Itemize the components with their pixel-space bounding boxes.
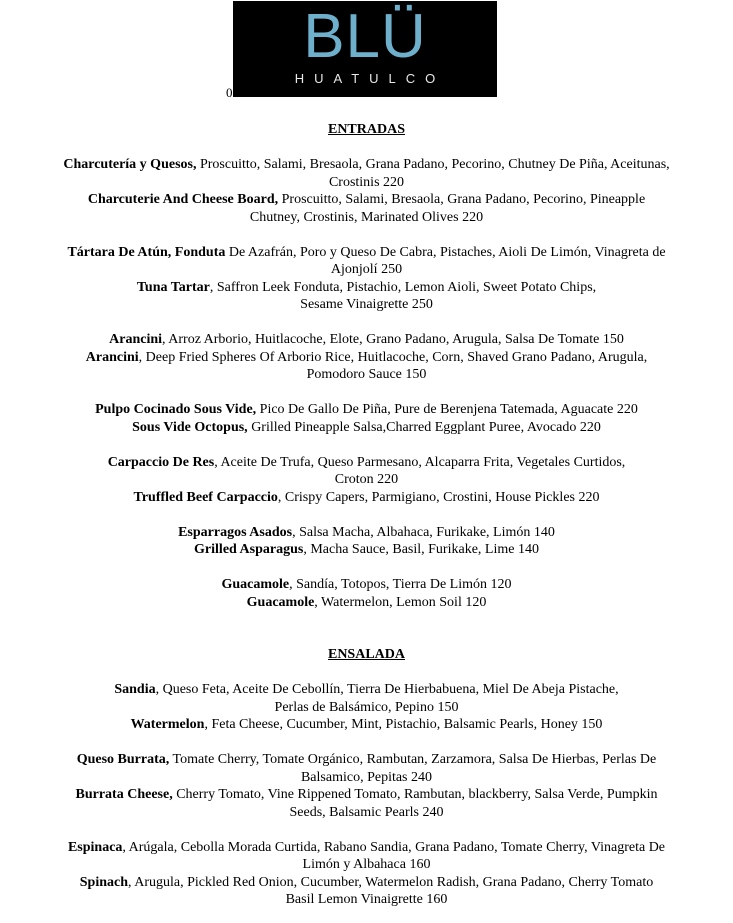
menu-item-line xyxy=(30,769,703,787)
menu-item-line xyxy=(30,296,703,314)
menu-item-line xyxy=(30,489,703,507)
item-spacer xyxy=(0,506,733,524)
dish-description: , Macha Sauce, Basil, Furikake, Lime 140 xyxy=(303,542,539,557)
menu-item-line xyxy=(30,891,703,909)
dish-description: Perlas de Balsámico, Pepino 150 xyxy=(274,699,459,715)
menu-item-line xyxy=(30,366,703,384)
menu-item xyxy=(0,156,733,226)
section-spacer xyxy=(0,629,733,647)
section-spacer xyxy=(0,611,733,629)
dish-name: Spinach xyxy=(79,874,129,890)
menu-item-line xyxy=(30,786,703,804)
menu-item-line xyxy=(30,209,703,227)
menu-item-line xyxy=(30,454,703,472)
menu-item-line xyxy=(30,156,703,174)
menu-item xyxy=(0,244,733,314)
menu-item-line xyxy=(30,471,703,489)
menu-item-line xyxy=(30,349,703,367)
dish-description: , Sandía, Totopos, Tierra De Limón 120 xyxy=(289,577,512,592)
menu-item-line xyxy=(30,419,703,437)
dish-description: Limón y Albahaca 160 xyxy=(302,857,431,872)
dish-description: Balsamico, Pepitas 240 xyxy=(300,769,433,785)
dish-description: , Watermelon, Lemon Soil 120 xyxy=(314,594,487,610)
menu-document xyxy=(0,121,733,909)
dish-description: Cherry Tomato, Vine Rippened Tomato, Rambutan, blackberry, Salsa Verde, Pumpkin xyxy=(172,787,658,802)
item-spacer xyxy=(0,436,733,454)
section-title: ENSALADA xyxy=(327,647,405,662)
menu-item-line xyxy=(30,191,703,209)
dish-name: Pulpo Cocinado Sous Vide, xyxy=(95,402,257,417)
dish-description: Pomodoro Sauce 150 xyxy=(306,367,427,382)
dish-name: Truffled Beef Carpaccio xyxy=(133,489,278,505)
dish-description: Croton 220 xyxy=(334,472,399,487)
dish-name: Arancini xyxy=(85,349,139,365)
item-spacer xyxy=(0,314,733,332)
blu-huatulco-logo xyxy=(233,1,497,97)
title-spacer xyxy=(0,664,733,682)
menu-item xyxy=(0,681,733,734)
dish-description: , Salsa Macha, Albahaca, Furikake, Limón 140 xyxy=(292,524,555,540)
dish-description: Basil Lemon Vinaigrette 160 xyxy=(285,892,448,907)
menu-item-line xyxy=(30,804,703,822)
dish-description: , Aceite De Trufa, Queso Parmesano, Alcaparra Frita, Vegetales Curtidos, xyxy=(214,454,626,470)
section-title: ENTRADAS xyxy=(327,122,405,137)
menu-item-line xyxy=(30,261,703,279)
dish-description: Grilled Pineapple Salsa,Charred Eggplant Puree, Avocado 220 xyxy=(247,419,601,435)
dish-name: Espinaca xyxy=(67,839,123,855)
dish-name: Guacamole xyxy=(246,594,315,610)
dish-name: Watermelon xyxy=(130,717,205,732)
stray-character: 0 xyxy=(226,85,233,100)
menu-item xyxy=(0,454,733,507)
menu-item-line xyxy=(30,839,703,857)
menu-item-line xyxy=(30,401,703,419)
item-spacer xyxy=(0,226,733,244)
menu-item-line xyxy=(30,874,703,892)
dish-name: Queso Burrata, xyxy=(76,752,170,767)
dish-description: Pico De Gallo De Piña, Pure de Berenjena Tatemada, Aguacate 220 xyxy=(256,402,638,417)
dish-description: Crostinis 220 xyxy=(328,174,405,190)
item-spacer xyxy=(0,821,733,839)
menu-item-line xyxy=(30,524,703,542)
menu-item xyxy=(0,839,733,909)
logo-subtitle: HUATULCO xyxy=(294,71,446,86)
dish-name: Guacamole xyxy=(221,577,290,592)
dish-description: De Azafrán, Poro y Queso De Cabra, Pistaches, Aioli De Limón, Vinagreta de xyxy=(225,244,666,260)
dish-name: Carpaccio De Res xyxy=(107,454,215,470)
menu-item-line xyxy=(30,681,703,699)
dish-description: Seeds, Balsamic Pearls 240 xyxy=(289,804,444,820)
dish-name: Sandia xyxy=(114,682,156,697)
menu-item xyxy=(0,331,733,384)
dish-description: Tomate Cherry, Tomate Orgánico, Rambutan, Zarzamora, Salsa De Hierbas, Perlas De xyxy=(169,752,657,767)
dish-name: Charcuterie And Cheese Board, xyxy=(87,192,279,207)
dish-description: , Saffron Leek Fonduta, Pistachio, Lemon Aioli, Sweet Potato Chips, xyxy=(209,279,597,295)
menu-item-line xyxy=(30,699,703,717)
item-spacer xyxy=(0,734,733,752)
dish-name: Tuna Tartar xyxy=(136,279,210,295)
dish-description: , Queso Feta, Aceite De Cebollín, Tierra De Hierbabuena, Miel De Abeja Pistache, xyxy=(155,682,619,697)
dish-name: Arancini xyxy=(109,332,163,347)
dish-description: Sesame Vinaigrette 250 xyxy=(300,297,433,312)
menu-item-line xyxy=(30,331,703,349)
menu-item-line xyxy=(30,751,703,769)
menu-item xyxy=(0,576,733,611)
dish-name: Grilled Asparagus xyxy=(194,542,304,557)
dish-description: , Deep Fried Spheres Of Arborio Rice, Huitlacoche, Corn, Shaved Grano Padano, Arugula, xyxy=(138,349,648,365)
dish-description: Chutney, Crostinis, Marinated Olives 220 xyxy=(249,209,484,225)
menu-item-line xyxy=(30,541,703,559)
menu-item xyxy=(0,401,733,436)
item-spacer xyxy=(0,559,733,577)
dish-name: Sous Vide Octopus, xyxy=(132,419,248,435)
dish-description: Proscuitto, Salami, Bresaola, Grana Padano, Pecorino, Pineapple xyxy=(278,192,646,207)
title-spacer xyxy=(0,139,733,157)
dish-name: Charcutería y Quesos, xyxy=(63,157,197,172)
dish-description: Ajonjolí 250 xyxy=(330,262,403,277)
dish-description: Proscuitto, Salami, Bresaola, Grana Padano, Pecorino, Chutney De Piña, Aceitunas, xyxy=(196,157,670,172)
dish-name: Esparragos Asados xyxy=(178,524,293,540)
menu-item xyxy=(0,524,733,559)
dish-name: Tártara De Atún, Fonduta xyxy=(67,244,226,260)
menu-item-line xyxy=(30,279,703,297)
menu-item-line xyxy=(30,576,703,594)
item-spacer xyxy=(0,384,733,402)
menu-item-line xyxy=(30,716,703,734)
menu-item-line xyxy=(30,594,703,612)
dish-description: , Arúgala, Cebolla Morada Curtida, Rabano Sandia, Grana Padano, Tomate Cherry, Vinagreta De xyxy=(122,839,666,855)
menu-item-line xyxy=(30,244,703,262)
dish-description: , Crispy Capers, Parmigiano, Crostini, House Pickles 220 xyxy=(277,489,600,505)
dish-description: , Feta Cheese, Cucumber, Mint, Pistachio, Balsamic Pearls, Honey 150 xyxy=(204,717,603,732)
menu-item-line xyxy=(30,174,703,192)
menu-item-line xyxy=(30,856,703,874)
dish-name: Burrata Cheese, xyxy=(75,787,173,802)
dish-description: , Arroz Arborio, Huitlacoche, Elote, Grano Padano, Arugula, Salsa De Tomate 150 xyxy=(162,332,624,347)
dish-description: , Arugula, Pickled Red Onion, Cucumber, Watermelon Radish, Grana Padano, Cherry Tomato xyxy=(128,874,654,890)
menu-item xyxy=(0,751,733,821)
logo-wordmark: BLÜ xyxy=(303,2,427,71)
